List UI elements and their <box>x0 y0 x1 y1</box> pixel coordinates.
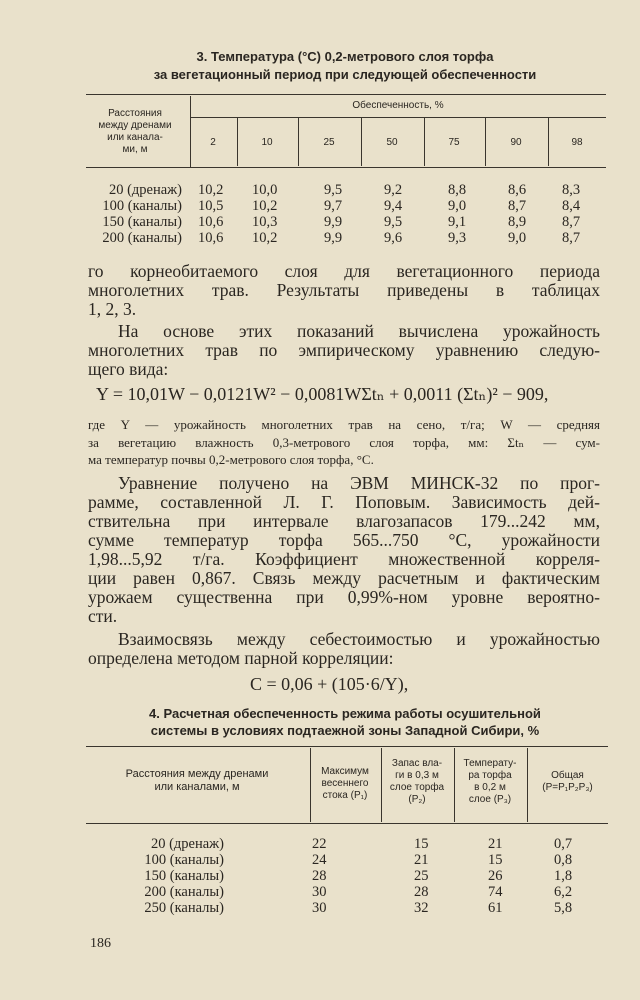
table4-cell: 25 <box>414 868 429 884</box>
formula-yield: Y = 10,01W − 0,0121W² − 0,0081WΣtₙ + 0,0011 (Σtₙ)² − 909, <box>96 384 549 404</box>
table4-row-label: 150 (каналы) <box>144 868 224 884</box>
table3-cell: 10,6 <box>198 230 224 246</box>
table3-cell: 10,2 <box>252 230 278 246</box>
table3-col-header: 90 <box>510 137 522 148</box>
table4-cell: 21 <box>414 852 429 868</box>
table3-top-rule <box>86 94 606 95</box>
table3-cell: 9,3 <box>448 230 467 246</box>
table3-cell: 9,5 <box>324 182 343 198</box>
table4-cell: 30 <box>312 900 327 916</box>
table4-cell: 24 <box>312 852 327 868</box>
table3-body <box>86 182 616 248</box>
table3-cell: 9,9 <box>324 230 343 246</box>
table4-cell: 28 <box>312 868 327 884</box>
table3-cell: 8,7 <box>508 198 527 214</box>
table3-cell: 10,5 <box>198 198 224 214</box>
table3-cell: 10,2 <box>198 182 224 198</box>
table4-cell: 22 <box>312 836 327 852</box>
table4-cell: 30 <box>312 884 327 900</box>
table3-row-header: Расстояния между дренами или канала- ми, м <box>98 108 172 155</box>
table3-col-header: 10 <box>261 137 273 148</box>
table3-cell: 9,7 <box>324 198 343 214</box>
table4-header-p2: Запас вла- ги в 0,3 м слое торфа (P₂) <box>389 758 445 805</box>
table3-group-header: Обеспеченность, % <box>352 100 444 111</box>
table3-cell: 9,5 <box>384 214 403 230</box>
table3-row-label: 20 (дренаж) <box>108 182 182 198</box>
table4-cell: 5,8 <box>554 900 573 916</box>
table3-cell: 10,0 <box>252 182 278 198</box>
table4-header-p3: Температу- ра торфа в 0,2 м слое (P₃) <box>463 758 517 805</box>
table4-cell: 32 <box>414 900 429 916</box>
table3-cell: 8,3 <box>562 182 581 198</box>
table3-cell: 9,0 <box>508 230 527 246</box>
table4-header-p1: Максимум весеннего стока (P₁) <box>321 766 369 801</box>
table3-col-header: 75 <box>448 137 460 148</box>
table4-cell: 74 <box>488 884 503 900</box>
table4-cell: 26 <box>488 868 503 884</box>
table4-cell: 6,2 <box>554 884 573 900</box>
table4-header-distance: Расстояния между дренами или каналами, м <box>125 768 269 793</box>
table4-cell: 0,8 <box>554 852 573 868</box>
table3-col-header: 98 <box>571 137 583 148</box>
table4-cell: 15 <box>414 836 429 852</box>
table3-caption-line1: 3. Температура (°С) 0,2-метрового слоя торфа <box>196 49 494 64</box>
paragraph-4: Взаимосвязь между себестоимостью и урожайностью определена методом парной корреляции: <box>88 629 600 668</box>
table4-cell: 1,8 <box>554 868 573 884</box>
table4-caption-line2: системы в условиях подтаежной зоны Западной Сибири, % <box>150 723 540 738</box>
table3-cell: 9,9 <box>324 214 343 230</box>
table4-row-label: 250 (каналы) <box>144 900 224 916</box>
formula-note: где Y — урожайность многолетних трав на сено, т/га; W — средняя за вегетацию влажность 0,3-метрового слоя торфа, мм: Σtₙ — сум- ма температур почвы 0,2-метрового слоя торфа, °С. <box>88 417 600 467</box>
table3-cell: 9,2 <box>384 182 403 198</box>
table4-header-total: Общая (P=P₁P₂P₃) <box>542 770 593 793</box>
table4-row-label: 200 (каналы) <box>144 884 224 900</box>
table3-col-header: 50 <box>386 137 398 148</box>
table3-caption-line2: за вегетационный период при следующей обеспеченности <box>153 67 537 82</box>
paragraph-3: Уравнение получено на ЭВМ МИНСК-32 по прог- рамме, составленной Л. Г. Поповым. Зависимость дей- ствительна при интервале влагозапасов 179...242 мм, сумме температур торфа 565...750 °С, урожайности 1,98...5,92 т/га. Коэффициент множественной корреля- ции равен 0,867. Связь между расчетным и фактическим урожаем существенна при 0,99%-ном уровне вероятно- сти. <box>88 473 600 626</box>
table4-cell: 21 <box>488 836 503 852</box>
table4-body <box>86 836 616 916</box>
page-number: 186 <box>90 936 111 951</box>
table4-cell: 28 <box>414 884 429 900</box>
table4-header-bottom-rule <box>86 823 608 824</box>
table3-col-header: 25 <box>323 137 335 148</box>
table4-caption-line1: 4. Расчетная обеспеченность режима работы осушительной <box>149 706 541 721</box>
table3-cell: 9,6 <box>384 230 403 246</box>
table3-cell: 8,8 <box>448 182 467 198</box>
table3-row-label: 100 (каналы) <box>102 198 182 214</box>
table3-header-bottom-rule <box>86 167 606 168</box>
formula-cost: C = 0,06 + (105·6/Y), <box>250 674 409 694</box>
table4-cell: 15 <box>488 852 503 868</box>
table4-row-label: 20 (дренаж) <box>150 836 224 852</box>
table3-cell: 9,1 <box>448 214 467 230</box>
table3-cell: 8,9 <box>508 214 527 230</box>
table3-cell: 9,4 <box>384 198 403 214</box>
table3-cell: 8,7 <box>562 230 581 246</box>
table3-row-label: 200 (каналы) <box>102 230 182 246</box>
paragraph-2: На основе этих показаний вычислена урожайность многолетних трав по эмпирическому уравнению следую- щего вида: <box>88 321 600 379</box>
table3-subheader-rule <box>190 117 606 118</box>
table4-cell: 0,7 <box>554 836 573 852</box>
table4-row-label: 100 (каналы) <box>144 852 224 868</box>
table3-row-label: 150 (каналы) <box>102 214 182 230</box>
table3-cell: 8,7 <box>562 214 581 230</box>
table4-cell: 61 <box>488 900 503 916</box>
table4-top-rule <box>86 746 608 747</box>
table3-col-header: 2 <box>210 137 216 148</box>
table3-cell: 9,0 <box>448 198 467 214</box>
table3-cell: 10,3 <box>252 214 278 230</box>
paragraph-1: го корнеобитаемого слоя для вегетационного периода многолетних трав. Результаты приведены в таблицах 1, 2, 3. <box>88 261 600 319</box>
table3-cell: 8,4 <box>562 198 581 214</box>
table3-cell: 10,6 <box>198 214 224 230</box>
table3-cell: 10,2 <box>252 198 278 214</box>
table3-cell: 8,6 <box>508 182 527 198</box>
